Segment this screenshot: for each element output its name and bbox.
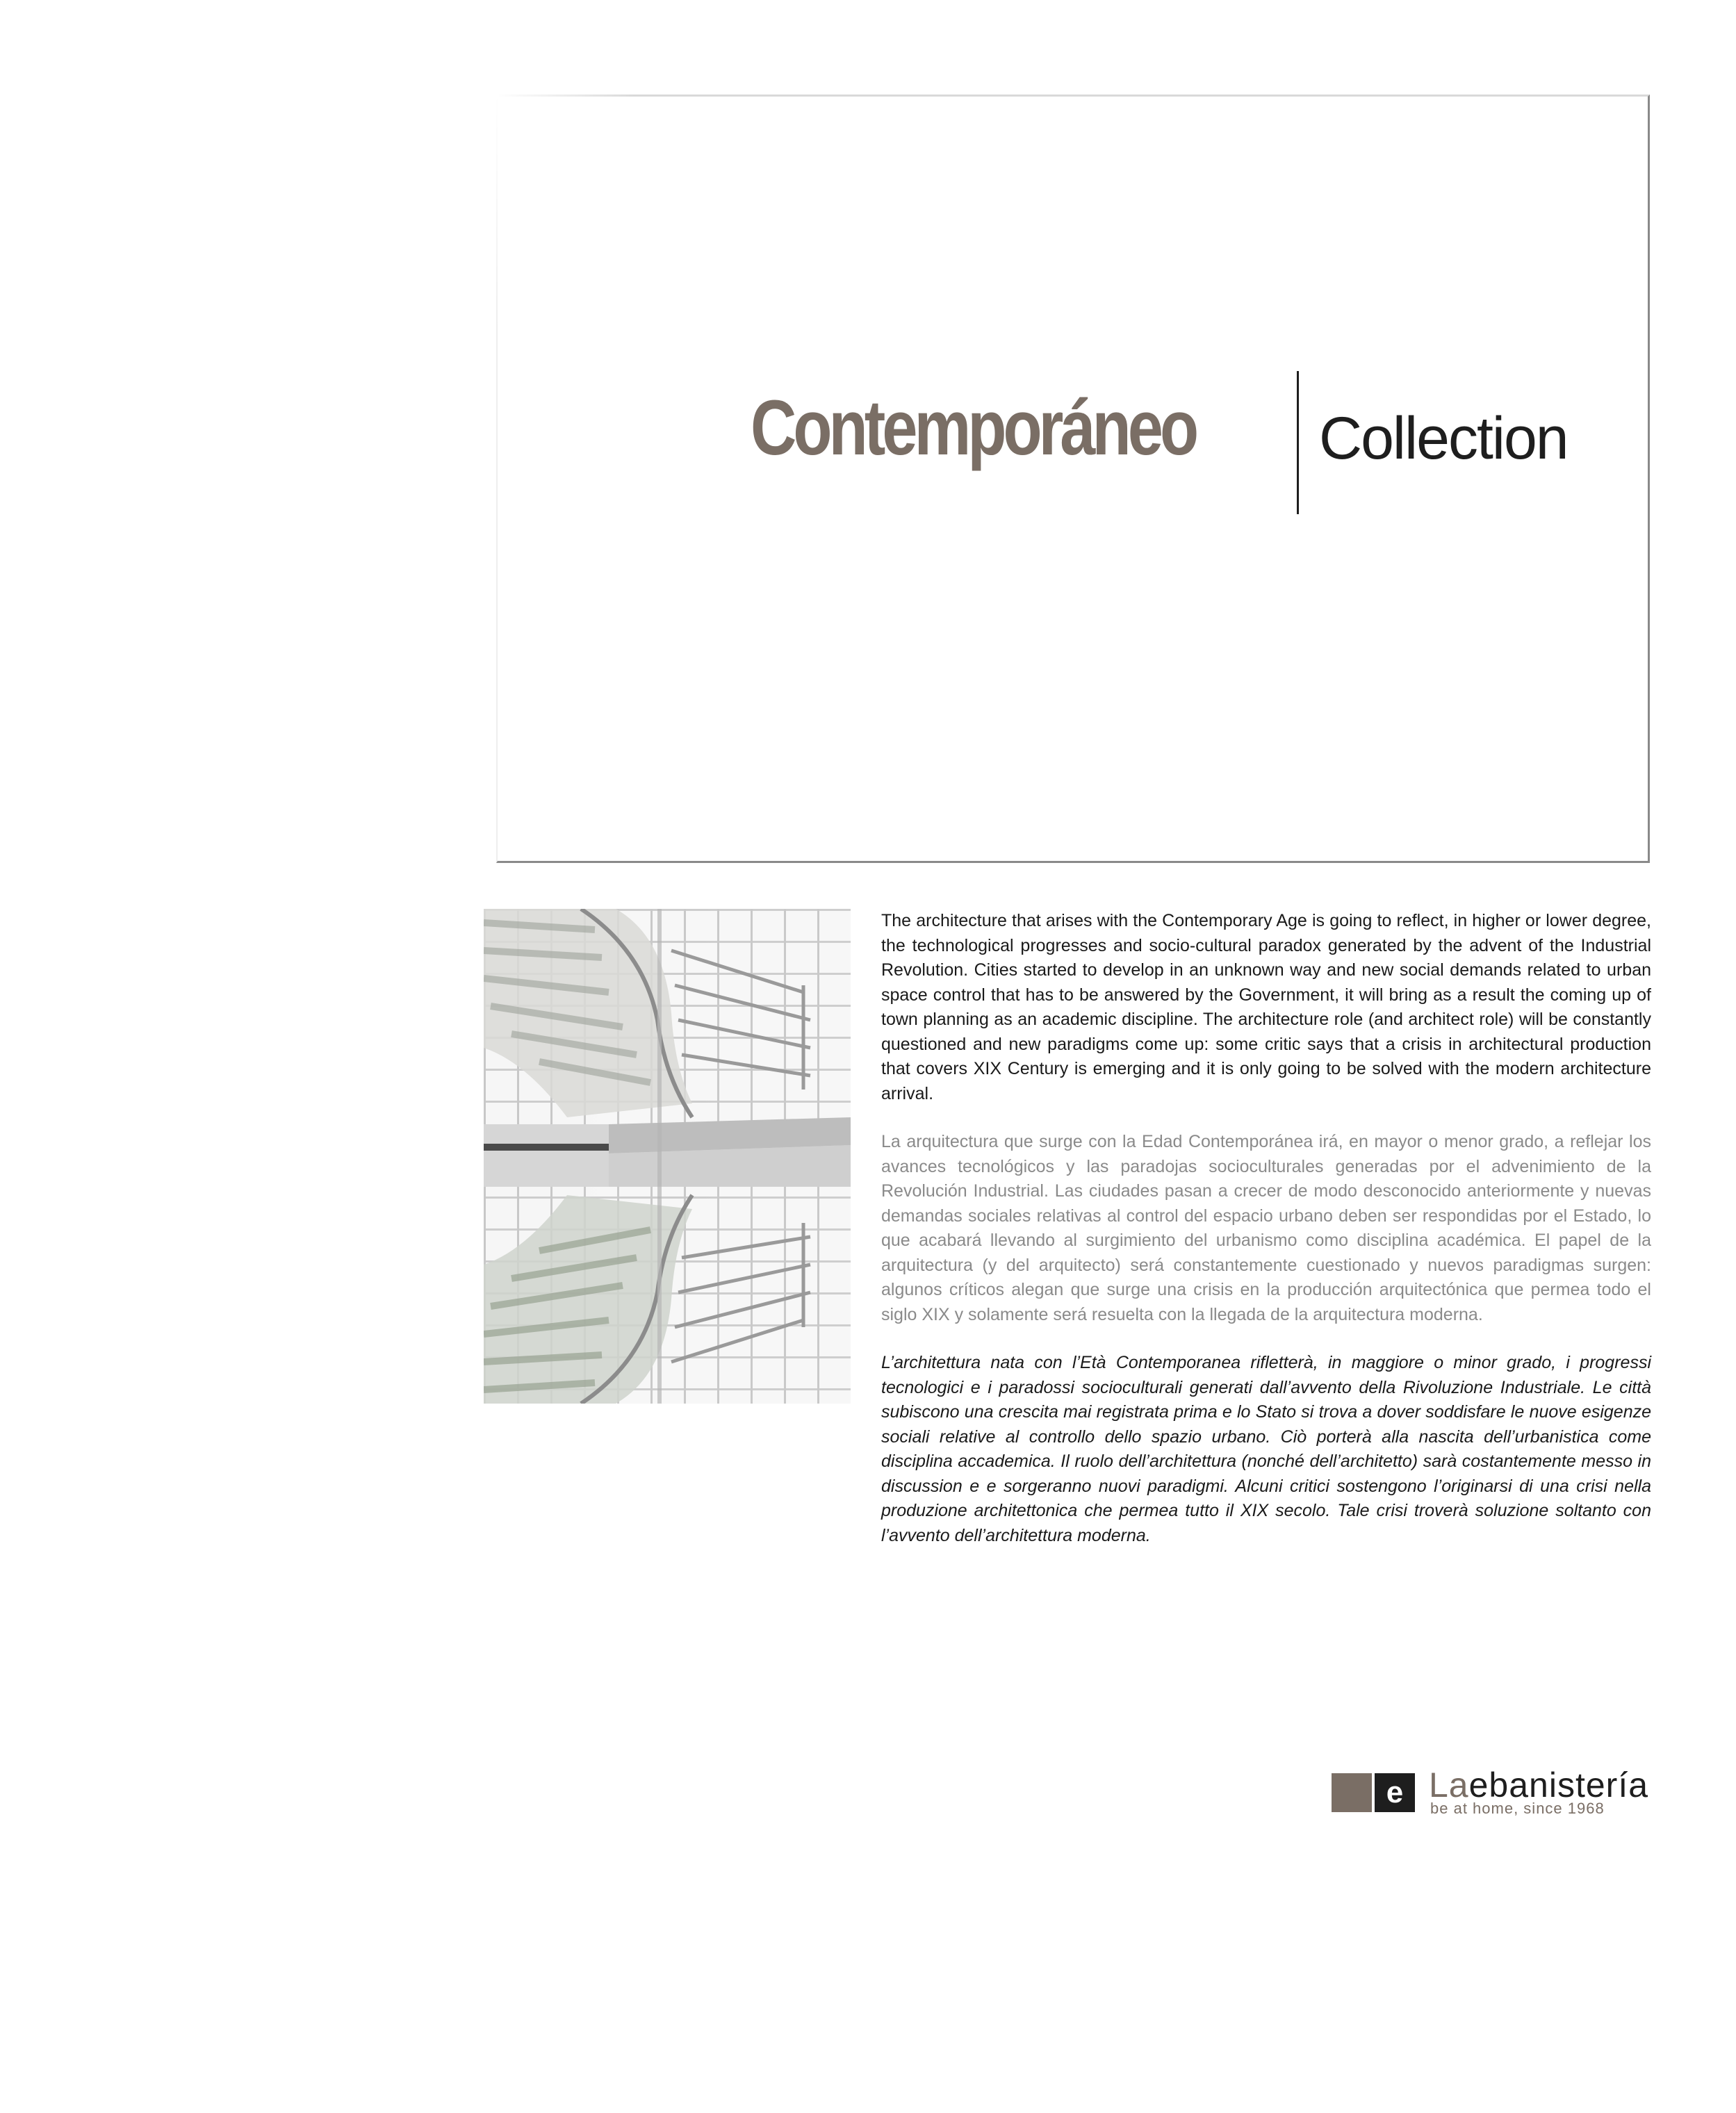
spiral-staircase-photo (484, 909, 851, 1404)
collection-title: Contemporáneo (751, 384, 1196, 471)
logo-name-rest: ebanistería (1468, 1766, 1649, 1804)
collection-subtitle: Collection (1319, 405, 1568, 472)
frame-fade-left (495, 94, 499, 331)
brand-logo (1332, 1766, 1651, 1817)
title-separator (1297, 371, 1299, 514)
description-spanish: La arquitectura que surge con la Edad Contemporánea irá, en mayor o menor grado, a reflejar los avances tecnológicos y las paradojas socioculturales generadas por el advenimiento de la Revolución Industrial. Las ciudades pasan a crecer de modo desconocido anteriormente y nuevas demandas sociales relativas al control del espacio urbano deben ser respondidas por el Estado, lo que acabará llevando al surgimiento del urbanismo como disciplina académica. El papel de la arquitectura (y del arquitecto) será constantemente cuestionado y nuevos paradigmas surgen: algunos críticos alegan que surge una crisis en la producción arquitectónica que permea todo el siglo XIX y solamente será resuelta con la llegada de la arquitectura moderna. (881, 1132, 1651, 1324)
logo-letter-icon: e (1375, 1773, 1415, 1812)
description-italian: L’architettura nata con l’Età Contemporanea rifletterà, in maggiore o minor grado, i progressi tecnologici e i paradossi socioculturali generati dall’avvento della Rivoluzione Industriale. Le città subiscono una crescita mai registrata prima e lo Stato si trova a dover soddisfare le nuove esigenze sociali relative al controllo dello spazio urbano. Ciò porterà alla nascita dell’urbanistica come disciplina accademica. Il ruolo dell’architettura (nonché dell’architetto) sarà costantemente messo in discussion e e sorgeranno nuovi paradigmi. Alcuni critici sostengono l’originarsi di una crisi nella produzione architettonica che permea tutto il XIX secolo. Tale crisi troverà soluzione soltanto con l’avvento dell’architettura moderna. (881, 1353, 1651, 1545)
description-column (881, 909, 1651, 1572)
logo-wordmark (1429, 1768, 1648, 1802)
title-frame (496, 94, 1650, 863)
logo-square-taupe (1332, 1773, 1372, 1812)
frame-fade-top (496, 92, 635, 97)
logo-tagline: be at home, since 1968 (1430, 1800, 1605, 1817)
logo-name-prefix: La (1429, 1766, 1469, 1804)
description-english: The architecture that arises with the Contemporary Age is going to reflect, in higher or lower degree, the technological progresses and socio-cultural paradox generated by the advent of the Industrial Revolution. Cities started to develop in an unknown way and new social demands related to urban space control that has to be answered by the Government, it will bring as a result the coming up of town planning as an academic discipline. The architecture role (and architect role) will be constantly questioned and new paradigms come up: some critic says that a crisis in architectural production that covers XIX Century is emerging and it is only going to be solved with the modern architecture arrival. (881, 911, 1651, 1103)
